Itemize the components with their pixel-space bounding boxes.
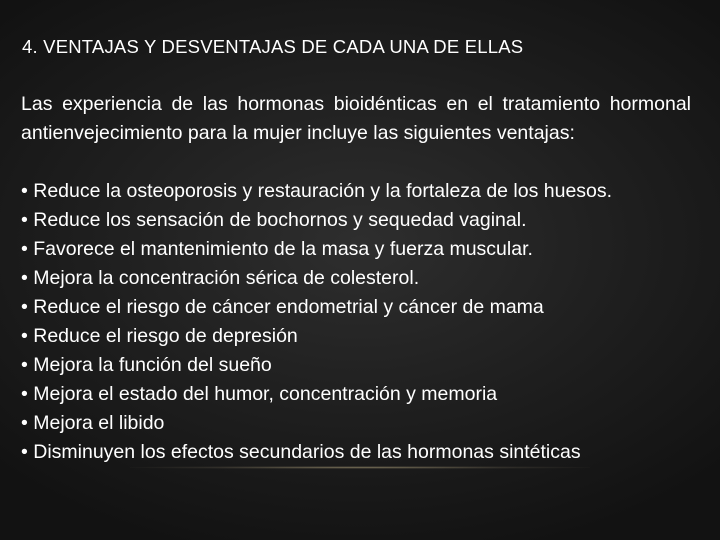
list-item-text: Favorece el mantenimiento de la masa y fuerza muscular. [33,238,533,260]
list-item [21,206,691,235]
bullet-icon: • [21,267,28,289]
list-item [21,409,691,438]
list-item [21,235,691,264]
list-item [21,322,691,351]
slide-body [21,90,691,467]
bullet-icon: • [21,325,28,347]
list-item [21,177,691,206]
list-item [21,264,691,293]
list-item-text: Mejora la función del sueño [33,354,272,376]
list-item-text: Mejora la concentración sérica de colesterol. [33,267,420,289]
list-item-text: Reduce los sensación de bochornos y sequedad vaginal. [33,209,527,231]
bullet-icon: • [21,441,28,463]
bullet-icon: • [21,296,28,318]
bullet-icon: • [21,180,28,202]
paragraph-spacer [21,148,691,177]
list-item [21,351,691,380]
benefits-list [21,177,691,467]
bullet-icon: • [21,383,28,405]
list-item-text: Mejora el libido [33,412,165,434]
list-item [21,438,691,467]
bullet-icon: • [21,238,28,260]
list-item-text: Reduce el riesgo de depresión [33,325,298,347]
bullet-icon: • [21,354,28,376]
list-item [21,293,691,322]
list-item-text: Disminuyen los efectos secundarios de las hormonas sintéticas [33,441,581,463]
bullet-icon: • [21,209,28,231]
list-item-text: Reduce la osteoporosis y restauración y la fortaleza de los huesos. [33,180,613,202]
intro-paragraph: Las experiencia de las hormonas bioidénticas en el tratamiento hormonal antienvejecimiento para la mujer incluye las siguientes ventajas: [21,93,691,144]
list-item-text: Reduce el riesgo de cáncer endometrial y cáncer de mama [33,296,544,318]
list-item-text: Mejora el estado del humor, concentración y memoria [33,383,498,405]
slide-title: 4. VENTAJAS Y DESVENTAJAS DE CADA UNA DE ELLAS [22,36,524,57]
list-item [21,380,691,409]
bullet-icon: • [21,412,28,434]
